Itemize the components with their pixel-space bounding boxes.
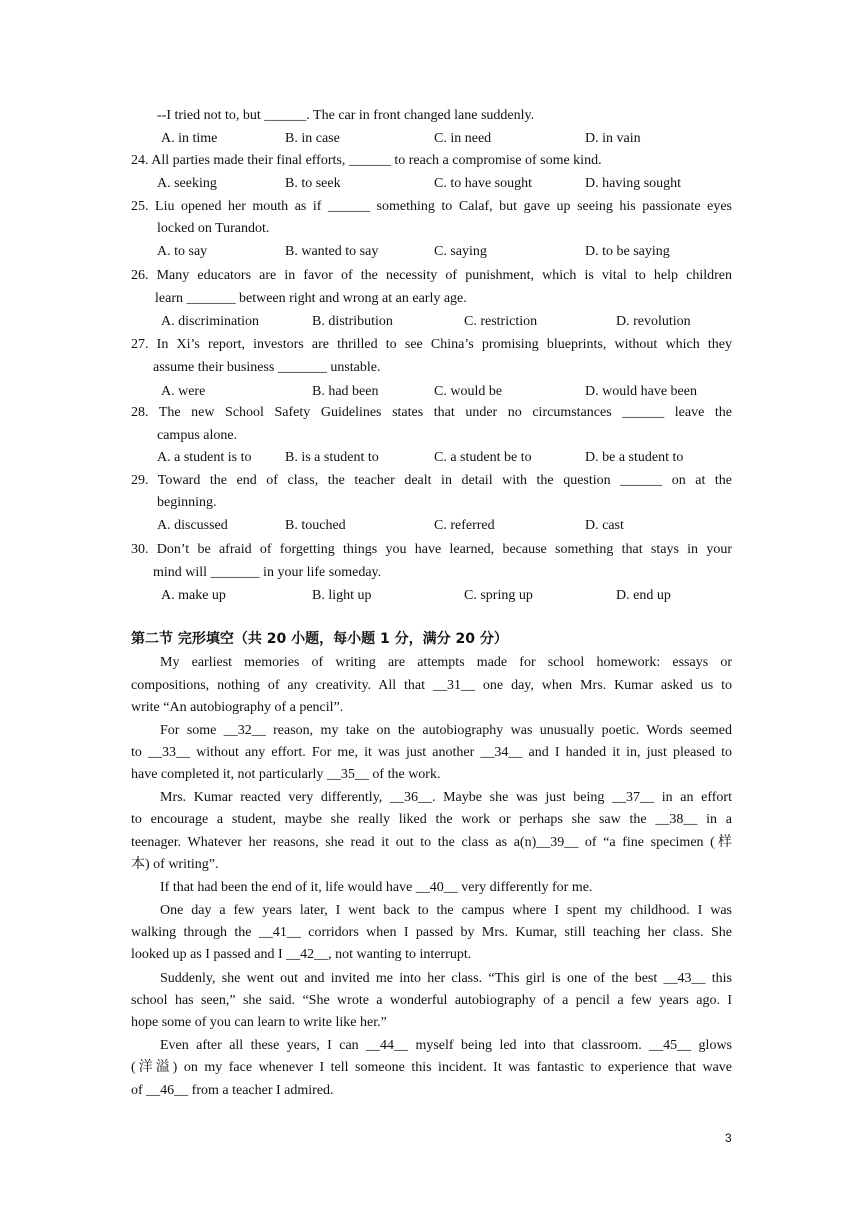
option-b: B. wanted to say bbox=[285, 244, 379, 259]
option-b: B. in case bbox=[285, 131, 340, 146]
option-d: D. having sought bbox=[585, 176, 682, 191]
passage-line: looked up as I passed and I __42__, not wanting to interrupt. bbox=[131, 947, 472, 962]
option-d: D. revolution bbox=[616, 314, 691, 329]
passage-line: One day a few years later, I went back to the campus where I spent my childhood. I was bbox=[160, 903, 732, 918]
option-c: C. would be bbox=[434, 384, 503, 399]
question-28-line2: campus alone. bbox=[157, 428, 238, 443]
passage-line: have completed it, not particularly __35__ of the work. bbox=[131, 767, 441, 782]
passage-line: If that had been the end of it, life would have __40__ very differently for me. bbox=[160, 880, 593, 895]
option-a: A. discrimination bbox=[161, 314, 259, 329]
option-d: D. end up bbox=[616, 588, 671, 603]
option-b: B. distribution bbox=[312, 314, 393, 329]
section-heading: 第二节 完形填空（共 20 小题，每小题 1 分，满分 20 分） bbox=[131, 631, 508, 647]
page-number: 3 bbox=[725, 1131, 732, 1145]
option-c: C. in need bbox=[434, 131, 492, 146]
question-26-line2: learn _______ between right and wrong at an early age. bbox=[155, 291, 467, 306]
option-a: A. a student is to bbox=[157, 450, 252, 465]
question-28: 28. The new School Safety Guidelines states that under no circumstances ______ leave the bbox=[131, 405, 732, 420]
passage-line: teenager. Whatever her reasons, she read it out to the class as a(n)__39__ of “a fine specimen (样 bbox=[131, 835, 732, 850]
passage-line: of __46__ from a teacher I admired. bbox=[131, 1083, 334, 1098]
question-29-line2: beginning. bbox=[157, 495, 217, 510]
option-c: C. saying bbox=[434, 244, 487, 259]
passage-line: (洋溢) on my face whenever I tell someone this incident. It was fantastic to experience that wave bbox=[131, 1060, 732, 1075]
option-a: A. make up bbox=[161, 588, 226, 603]
question-23-line: --I tried not to, but ______. The car in front changed lane suddenly. bbox=[157, 108, 535, 123]
question-27: 27. In Xi’s report, investors are thrilled to see China’s promising blueprints, without which they bbox=[131, 337, 732, 352]
option-d: D. would have been bbox=[585, 384, 697, 399]
option-c: C. a student be to bbox=[434, 450, 532, 465]
option-d: D. in vain bbox=[585, 131, 641, 146]
question-30: 30. Don’t be afraid of forgetting things you have learned, because something that stays in your bbox=[131, 542, 732, 557]
option-b: B. touched bbox=[285, 518, 346, 533]
option-b: B. had been bbox=[312, 384, 379, 399]
option-d: D. cast bbox=[585, 518, 624, 533]
option-a: A. discussed bbox=[157, 518, 228, 533]
option-b: B. light up bbox=[312, 588, 372, 603]
passage-line: 本) of writing”. bbox=[131, 857, 219, 872]
option-a: A. were bbox=[161, 384, 206, 399]
question-30-line2: mind will _______ in your life someday. bbox=[153, 565, 382, 580]
option-c: C. restriction bbox=[464, 314, 538, 329]
question-29: 29. Toward the end of class, the teacher dealt in detail with the question ______ on at the bbox=[131, 473, 732, 488]
option-a: A. to say bbox=[157, 244, 208, 259]
option-c: C. spring up bbox=[464, 588, 533, 603]
passage-line: My earliest memories of writing are attempts made for school homework: essays or bbox=[160, 655, 732, 670]
passage-line: compositions, nothing of any creativity. All that __31__ one day, when Mrs. Kumar asked us to bbox=[131, 678, 732, 693]
option-c: C. to have sought bbox=[434, 176, 532, 191]
question-25-line2: locked on Turandot. bbox=[157, 221, 270, 236]
passage-line: Suddenly, she went out and invited me into her class. “This girl is one of the best __43__ this bbox=[160, 971, 732, 986]
question-27-line2: assume their business _______ unstable. bbox=[153, 360, 381, 375]
option-b: B. to seek bbox=[285, 176, 341, 191]
question-25: 25. Liu opened her mouth as if ______ something to Calaf, but gave up seeing his passionate eyes bbox=[131, 199, 732, 214]
option-d: D. be a student to bbox=[585, 450, 684, 465]
passage-line: walking through the __41__ corridors when I passed by Mrs. Kumar, still teaching her class. She bbox=[131, 925, 732, 940]
passage-line: Mrs. Kumar reacted very differently, __36__. Maybe she was just being __37__ in an effort bbox=[160, 790, 732, 805]
passage-line: hope some of you can learn to write like her.” bbox=[131, 1015, 387, 1030]
option-a: A. in time bbox=[161, 131, 218, 146]
passage-line: to __33__ without any effort. For me, it was just another __34__ and I handed it in, just pleased to bbox=[131, 745, 732, 760]
passage-line: to encourage a student, maybe she really liked the work or perhaps she saw the __38__ in a bbox=[131, 812, 732, 827]
passage-line: write “An autobiography of a pencil”. bbox=[131, 700, 344, 715]
option-b: B. is a student to bbox=[285, 450, 379, 465]
question-26: 26. Many educators are in favor of the necessity of punishment, which is vital to help children bbox=[131, 268, 732, 283]
passage-line: Even after all these years, I can __44__ myself being led into that classroom. __45__ glows bbox=[160, 1038, 732, 1053]
question-24: 24. All parties made their final efforts, ______ to reach a compromise of some kind. bbox=[131, 153, 602, 168]
passage-line: For some __32__ reason, my take on the autobiography was unusually poetic. Words seemed bbox=[160, 723, 732, 738]
passage-line: school has seen,” she said. “She wrote a wonderful autobiography of a pencil a few years ago. I bbox=[131, 993, 732, 1008]
option-c: C. referred bbox=[434, 518, 495, 533]
option-d: D. to be saying bbox=[585, 244, 670, 259]
option-a: A. seeking bbox=[157, 176, 217, 191]
